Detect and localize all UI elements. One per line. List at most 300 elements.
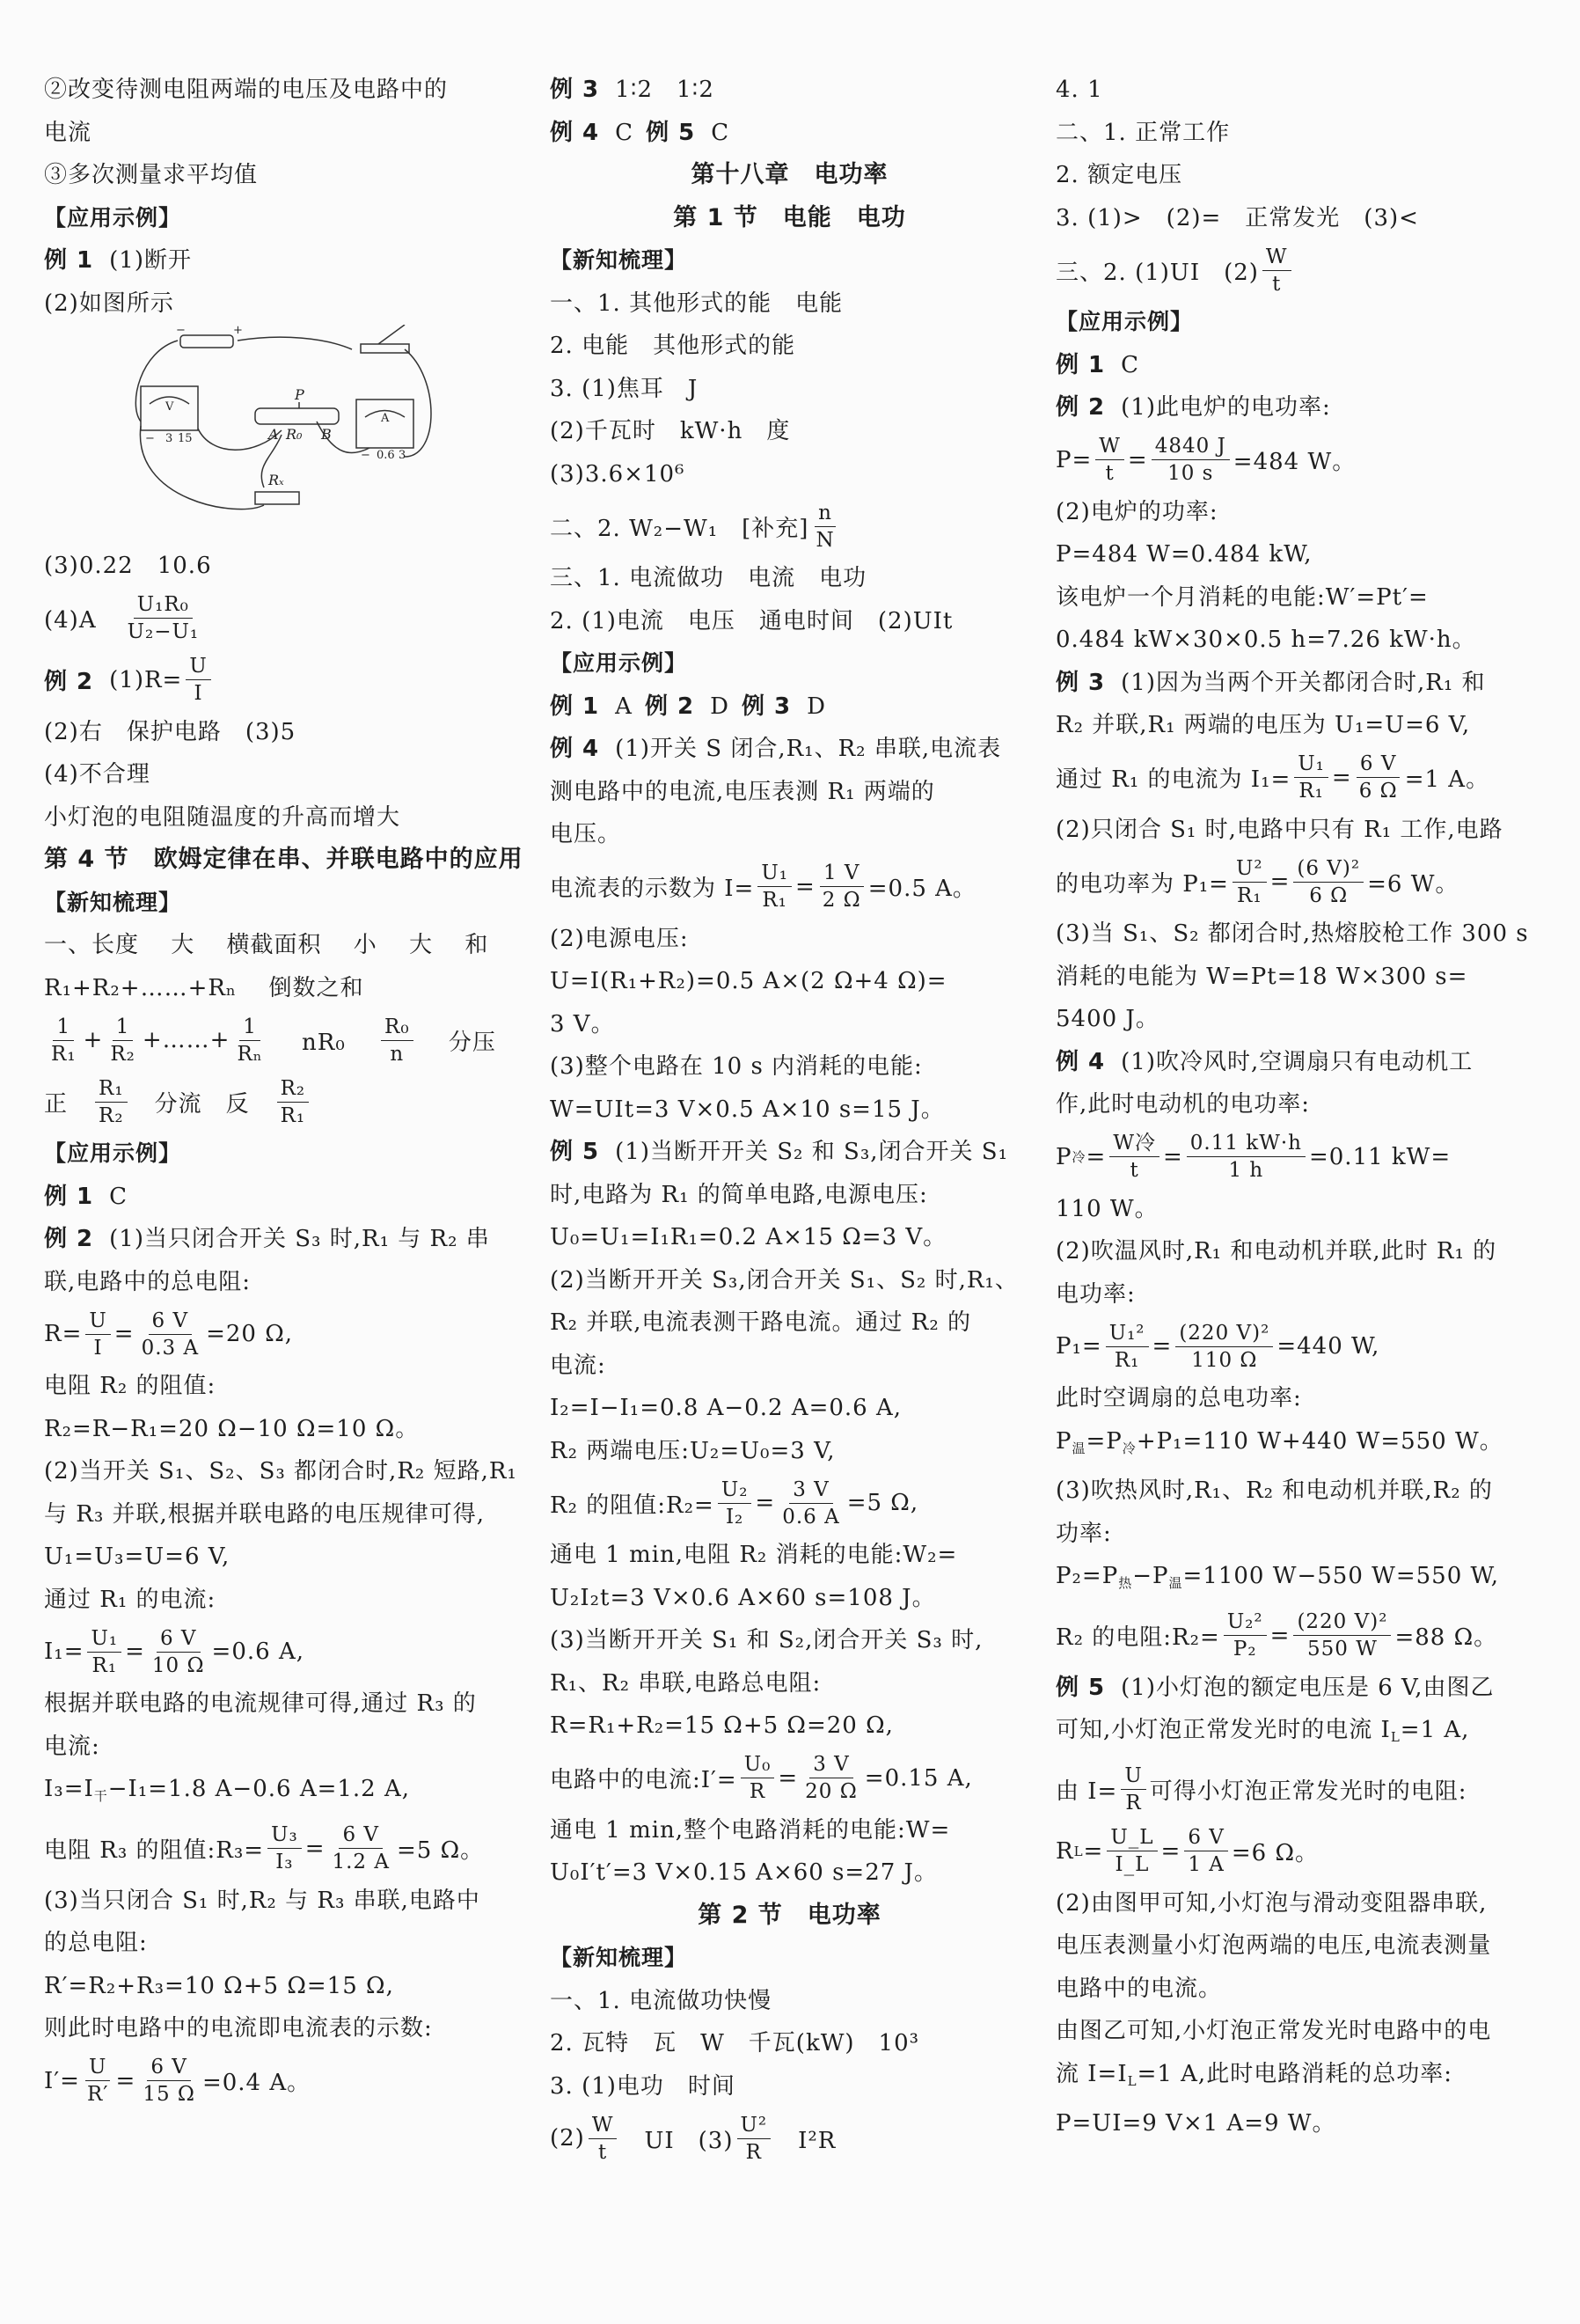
fraction	[95, 1075, 128, 1129]
fraction-denominator: U₂−U₁	[127, 620, 200, 643]
text-run: =1 A。	[1404, 766, 1490, 793]
text-run: (1)断开	[109, 247, 192, 274]
text-run: I′=	[44, 2067, 80, 2094]
text-run: 【应用示例】	[44, 1140, 182, 1166]
example-line	[44, 239, 519, 282]
fraction-denominator: 6 Ω	[1358, 780, 1398, 803]
fraction-numerator: U	[1121, 1763, 1145, 1790]
fraction-numerator: U	[186, 653, 210, 680]
subscript: 温	[1168, 1575, 1183, 1591]
fraction-denominator: 15 Ω	[143, 2083, 195, 2106]
text-line	[44, 1071, 519, 1133]
text-run: (3)当只闭合 S₁ 时,R₂ 与 R₃ 串联,电路中	[44, 1887, 480, 1914]
text-run: ②改变待测电阻两端的电压及电路中的	[44, 77, 449, 103]
fraction-denominator: 550 W	[1307, 1638, 1378, 1661]
text-run: C	[1121, 351, 1140, 378]
column-right	[1056, 69, 1535, 2145]
text-line	[44, 112, 519, 155]
text-line	[550, 1577, 1029, 1620]
text-line	[550, 1216, 1029, 1259]
text-run: R₁、R₂ 串联,电路总电阻:	[550, 1669, 822, 1697]
text-line	[550, 1809, 1029, 1852]
text-line	[1056, 1188, 1535, 1231]
fraction-numerator: (6 V)²	[1293, 855, 1364, 883]
label-v-minus: −	[145, 432, 155, 445]
text-line	[1056, 1821, 1535, 1882]
example-line	[1056, 386, 1535, 429]
text-run: 流 I=I	[1056, 2060, 1128, 2087]
fraction-numerator: U₂	[718, 1477, 752, 1504]
fraction	[381, 1014, 413, 1067]
text-line	[1056, 239, 1535, 301]
text-run: R=R₁+R₂=15 Ω+5 Ω=20 Ω,	[550, 1712, 894, 1739]
column-middle	[550, 69, 1029, 2169]
text-run: U₀I′t′=3 V×0.15 A×60 s=27 J。	[550, 1859, 938, 1886]
rheostat-icon	[255, 408, 339, 424]
label-ammeter: A	[381, 412, 390, 425]
fraction-denominator: 1 A	[1188, 1853, 1225, 1876]
fraction	[84, 2054, 113, 2108]
text-line	[44, 1683, 519, 1726]
text-run: 该电炉一个月消耗的电能:W′=Pt′=	[1056, 583, 1429, 611]
text-run: =	[304, 1835, 326, 1862]
text-run: =5 Ω。	[396, 1837, 485, 1864]
text-line	[44, 1818, 519, 1880]
text-run: (2)电源电压:	[550, 925, 689, 952]
example-label: 例 3	[550, 77, 600, 103]
text-line	[1056, 1126, 1535, 1188]
text-line	[1056, 1513, 1535, 1556]
subscript: 冷	[1072, 1149, 1086, 1165]
text-run: 电压。	[550, 821, 622, 847]
example-label: 例 3	[1056, 669, 1106, 696]
text-line	[44, 1408, 519, 1451]
text-run: C	[109, 1183, 128, 1210]
text-line	[1056, 1420, 1535, 1470]
fraction	[1224, 1609, 1267, 1662]
text-run: 一、长度 大 横截面积 小 大 和	[44, 932, 489, 958]
text-run: =1 A,此时电路消耗的总功率:	[1137, 2060, 1452, 2087]
text-line	[550, 1748, 1029, 1809]
text-run: =0.5 A。	[867, 876, 977, 902]
text-line	[550, 1430, 1029, 1473]
text-run: =	[1127, 446, 1148, 473]
fraction	[1356, 751, 1401, 804]
fraction-denominator: R₂	[99, 1103, 124, 1127]
fraction	[1095, 433, 1124, 487]
text-line	[1056, 533, 1535, 576]
example-line	[1056, 344, 1535, 387]
text-line	[1056, 197, 1535, 240]
fraction-denominator: I	[194, 682, 203, 705]
text-run: R₂=R−R₁=20 Ω−10 Ω=10 Ω。	[44, 1415, 420, 1442]
example-line	[550, 1131, 1029, 1174]
text-run: 3. (1)电功 时间	[550, 2072, 735, 2100]
text-line	[550, 410, 1029, 453]
text-line	[44, 1261, 519, 1304]
fraction	[801, 1751, 861, 1805]
text-line	[44, 588, 519, 649]
text-run: 二、1. 正常工作	[1056, 119, 1231, 146]
fraction	[819, 860, 865, 913]
label-minus: −	[176, 325, 186, 337]
fraction-numerator: U₁	[1294, 751, 1328, 778]
text-line	[44, 1579, 519, 1622]
text-run: 小灯泡的电阻随温度的升高而增大	[44, 803, 401, 831]
fraction-denominator: t	[1272, 272, 1282, 296]
fraction	[1293, 1609, 1391, 1662]
fraction-numerator: R₂	[277, 1075, 310, 1103]
fraction-denominator: P₂	[1233, 1638, 1257, 1661]
text-line	[550, 368, 1029, 411]
text-run: 一、1. 电流做功快慢	[550, 1987, 772, 2014]
text-run: 一、1. 其他形式的能 电能	[550, 290, 844, 317]
text-line	[1056, 747, 1535, 809]
text-line	[1056, 1273, 1535, 1316]
label-p: P	[295, 386, 304, 403]
subsection-tag	[550, 642, 1029, 685]
text-run: 2. 额定电压	[1056, 162, 1183, 188]
text-run: 【新知梳理】	[550, 247, 688, 273]
text-line	[44, 1768, 519, 1818]
text-line	[1056, 1759, 1535, 1821]
fraction-numerator: R₀	[381, 1014, 413, 1041]
text-line	[550, 1003, 1029, 1046]
text-run: R₂ 并联,电流表测干路电流。通过 R₂ 的	[550, 1309, 972, 1336]
text-run: (1)R=	[109, 666, 183, 693]
fraction	[328, 1822, 393, 1875]
section-heading	[550, 197, 1029, 240]
text-run: =	[755, 1490, 776, 1516]
text-run: (3)当断开开关 S₁ 和 S₂,闭合开关 S₃ 时,	[550, 1627, 984, 1653]
text-run: 三、1. 电流做功 电流 电功	[550, 565, 867, 591]
circuit-diagram	[44, 325, 519, 545]
label-a: A	[268, 426, 279, 443]
text-line	[1056, 2010, 1535, 2053]
text-run: 电流	[44, 119, 92, 146]
text-line	[550, 453, 1029, 496]
text-run: R=	[44, 1321, 83, 1347]
text-line	[44, 1922, 519, 1965]
text-line	[550, 771, 1029, 814]
text-line	[550, 2022, 1029, 2065]
text-run: =	[1160, 1837, 1181, 1865]
text-run: 消耗的电能为 W=Pt=18 W×300 s=	[1056, 963, 1468, 990]
text-line	[550, 1301, 1029, 1345]
text-line	[1056, 1083, 1535, 1126]
text-run: 时,电路为 R₁ 的简单电路,电源电压:	[550, 1181, 928, 1208]
text-run: (3)吹热风时,R₁、R₂ 和电动机并联,R₂ 的	[1056, 1477, 1493, 1504]
fraction-numerator: 3 V	[789, 1477, 833, 1504]
text-run: (3)3.6×10⁶	[550, 460, 685, 488]
fraction-numerator: W	[1262, 244, 1291, 271]
example-label: 例 4	[550, 736, 600, 762]
fraction-denominator: 10 Ω	[151, 1653, 205, 1677]
circuit-diagram-drawing	[123, 325, 440, 545]
fraction	[718, 1477, 752, 1530]
text-line	[1056, 619, 1535, 662]
text-run: R₂ 并联,R₁ 两端的电压为 U₁=U=6 V,	[1056, 712, 1471, 738]
text-run: (2)吹温风时,R₁ 和电动机并联,此时 R₁ 的	[1056, 1238, 1497, 1265]
text-run: =	[1083, 1837, 1104, 1865]
label-plus: +	[233, 325, 243, 337]
subsection-tag	[44, 882, 519, 925]
fraction-numerator: W冷	[1109, 1130, 1159, 1157]
text-line	[44, 1536, 519, 1579]
text-run: 二、2. W₂−W₁ [补充]	[550, 515, 809, 542]
text-run: (2)电炉的功率:	[1056, 498, 1218, 525]
fraction	[741, 1751, 775, 1805]
fraction-numerator: U	[85, 1308, 110, 1335]
text-run: =	[1269, 1622, 1291, 1649]
text-line	[550, 495, 1029, 557]
text-run: 110 W。	[1056, 1195, 1159, 1222]
text-run: 三、2. (1)UI (2)	[1056, 259, 1259, 286]
fraction-denominator: 1 h	[1228, 1159, 1264, 1182]
text-run: 电流:	[44, 1733, 100, 1760]
fraction-numerator: U	[85, 2054, 110, 2081]
fraction-numerator: 6 V	[149, 1308, 193, 1335]
text-run: =	[794, 873, 816, 900]
text-run: I₂=I−I₁=0.8 A−0.2 A=0.6 A,	[550, 1395, 903, 1421]
text-line	[44, 924, 519, 967]
text-line	[1056, 913, 1535, 956]
example-label: 例 4	[550, 119, 600, 146]
text-line	[44, 796, 519, 839]
text-run: =P	[1086, 1427, 1123, 1455]
fraction	[757, 860, 792, 913]
fraction-denominator: t	[598, 2140, 608, 2164]
text-run: 0.484 kW×30×0.5 h=7.26 kW·h。	[1056, 627, 1476, 653]
text-line	[1056, 1230, 1535, 1273]
fraction-denominator: I₂	[725, 1505, 744, 1529]
text-line	[1056, 1555, 1535, 1605]
text-line	[44, 1493, 519, 1536]
fraction	[85, 1308, 110, 1361]
fraction	[149, 1625, 208, 1679]
text-run: 3. (1)焦耳 J	[550, 375, 699, 402]
fraction	[277, 1075, 310, 1129]
fraction-numerator: 3 V	[809, 1751, 853, 1778]
fraction-denominator: 20 Ω	[805, 1780, 858, 1803]
fraction-numerator: U₁	[757, 860, 792, 887]
text-line	[550, 1259, 1029, 1302]
text-run: 1∶2 1∶2	[615, 77, 714, 103]
example-label: 例 2	[1056, 394, 1106, 421]
label-rx: Rₓ	[268, 472, 284, 488]
text-run: 【应用示例】	[550, 650, 688, 676]
text-run: 【应用示例】	[44, 204, 182, 231]
text-run: I₃=I	[44, 1776, 94, 1802]
text-run: (1)开关 S 闭合,R₁、R₂ 串联,电流表	[615, 736, 1002, 762]
fraction-numerator: 1	[239, 1014, 260, 1041]
text-run: =	[1086, 1143, 1107, 1170]
text-run: 【新知梳理】	[44, 889, 182, 915]
fraction-numerator: U²	[1233, 855, 1267, 883]
text-line	[550, 2065, 1029, 2108]
text-run: P=UI=9 V×1 A=9 W。	[1056, 2110, 1336, 2137]
fraction-numerator: W	[589, 2112, 618, 2139]
text-line	[550, 2108, 1029, 2169]
text-run: 电路中的电流:I′=	[550, 1767, 737, 1793]
text-line	[550, 1619, 1029, 1662]
text-run: 电阻 R₃ 的阻值:R₃=	[44, 1837, 265, 1864]
fraction	[779, 1477, 844, 1530]
subsection-tag	[550, 1937, 1029, 1980]
text-run: R₂ 的阻值:R₂=	[550, 1492, 714, 1519]
text-run: =0.6 A,	[211, 1639, 304, 1665]
fraction-numerator: n	[815, 500, 836, 527]
text-run: 可得小灯泡正常发光时的电阻:	[1149, 1778, 1467, 1805]
text-line	[550, 1045, 1029, 1089]
subsection-tag	[44, 197, 519, 240]
fraction-numerator: (220 V)²	[1293, 1609, 1391, 1636]
fraction	[1106, 1320, 1149, 1374]
text-run: 电阻 R₂ 的阻值:	[44, 1373, 216, 1399]
text-line	[44, 1965, 519, 2008]
text-run: R	[1056, 1837, 1074, 1865]
label-a-3: 3	[399, 449, 406, 462]
text-run: 此时空调扇的总电功率:	[1056, 1385, 1302, 1411]
text-run: 3 V。	[550, 1010, 615, 1037]
label-b: B	[321, 426, 332, 443]
text-line	[44, 2007, 519, 2050]
fraction-numerator: 1 V	[820, 860, 864, 887]
text-run: 电流表的示数为 I=	[550, 876, 755, 902]
text-line	[44, 154, 519, 197]
example-label: 例 1	[44, 247, 94, 274]
fraction-denominator: 1.2 A	[332, 1851, 390, 1873]
section-heading	[550, 154, 1029, 197]
text-run: (1)因为当两个开关都闭合时,R₁ 和	[1121, 669, 1486, 696]
text-run: I²R	[774, 2127, 837, 2154]
fraction-denominator: I₃	[275, 1851, 294, 1873]
text-run: 可知,小灯泡正常发光时的电流 I	[1056, 1717, 1391, 1743]
subsection-tag	[550, 239, 1029, 282]
text-run: (1)小灯泡的额定电压是 6 V,由图乙	[1121, 1674, 1495, 1701]
label-v-3: 3	[165, 432, 173, 445]
text-run: (2)当断开开关 S₃,闭合开关 S₁、S₂ 时,R₁、	[550, 1266, 1019, 1294]
example-line	[550, 728, 1029, 771]
fraction	[1294, 751, 1328, 804]
fraction-numerator: U²	[737, 2112, 772, 2139]
label-a-06: 0.6	[377, 449, 395, 462]
text-line	[44, 545, 519, 588]
text-run: P₁=	[1056, 1333, 1102, 1360]
text-line	[1056, 1968, 1535, 2011]
fraction	[1187, 1130, 1306, 1184]
text-run: C	[711, 119, 730, 146]
text-run: P=	[1056, 446, 1093, 473]
fraction-denominator: t	[1105, 462, 1115, 485]
text-line	[44, 1303, 519, 1365]
text-run: =	[1152, 1333, 1173, 1360]
text-run: W=UIt=3 V×0.5 A×10 s=15 J。	[550, 1096, 945, 1123]
text-run: 联,电路中的总电阻:	[44, 1268, 252, 1295]
text-run: R′=R₂+R₃=10 Ω+5 Ω=15 Ω,	[44, 1972, 394, 1999]
text-line	[1056, 154, 1535, 197]
text-run: =88 Ω。	[1394, 1624, 1498, 1651]
example-label: 例 5	[646, 119, 696, 146]
fraction-denominator: R₁	[762, 889, 787, 912]
text-line	[550, 1174, 1029, 1217]
text-line	[1056, 491, 1535, 534]
text-line	[1056, 429, 1535, 491]
text-run: 电功率:	[1056, 1280, 1136, 1308]
text-line	[44, 2050, 519, 2112]
label-a-minus: −	[361, 449, 370, 462]
text-run: 通电 1 min,电阻 R₂ 消耗的电能:W₂=	[550, 1542, 958, 1568]
example-line	[550, 69, 1029, 112]
text-run: =0.15 A,	[864, 1764, 973, 1792]
fraction-denominator: R₁	[1237, 883, 1262, 907]
fraction-numerator: 1	[113, 1014, 134, 1041]
text-line	[44, 1450, 519, 1493]
subscript: 干	[93, 1788, 108, 1804]
text-run: 分流 反	[130, 1090, 274, 1118]
fraction	[48, 1014, 80, 1067]
fraction	[106, 1014, 139, 1067]
text-run: (2)由图甲可知,小灯泡与滑动变阻器串联,	[1056, 1889, 1488, 1917]
fraction-denominator: N	[816, 528, 835, 552]
subsection-tag	[44, 1133, 519, 1176]
fraction	[812, 500, 838, 554]
text-run: 通过 R₁ 的电流:	[44, 1586, 216, 1613]
fraction	[87, 1625, 121, 1679]
fraction-denominator: R₁	[1298, 780, 1324, 803]
text-line	[1056, 1470, 1535, 1513]
text-run: 4. 1	[1056, 77, 1103, 103]
text-line	[550, 600, 1029, 643]
text-run: +P₁=110 W+440 W=550 W。	[1136, 1427, 1503, 1455]
text-run: (4)不合理	[44, 761, 150, 788]
text-line	[44, 1726, 519, 1769]
text-line	[1056, 809, 1535, 852]
fraction	[1175, 1320, 1273, 1374]
example-line	[44, 1176, 519, 1219]
text-run: 测电路中的电流,电压表测 R₁ 两端的	[550, 778, 935, 805]
example-line	[44, 1218, 519, 1261]
example-line	[550, 112, 1029, 155]
example-line	[1056, 1041, 1535, 1084]
text-run: U=I(R₁+R₂)=0.5 A×(2 Ω+4 Ω)=	[550, 968, 947, 994]
fraction-denominator: Rₙ	[237, 1042, 263, 1066]
fraction-numerator: 6 V	[157, 1625, 201, 1653]
fraction-denominator: R′	[86, 2083, 109, 2106]
fraction	[1233, 855, 1267, 909]
subscript: L	[1127, 2072, 1137, 2089]
text-line	[1056, 956, 1535, 999]
text-run: −I₁=1.8 A−0.6 A=1.2 A,	[107, 1776, 411, 1802]
text-run: 作,此时电动机的电功率:	[1056, 1091, 1311, 1118]
text-run: U₁=U₃=U=6 V,	[44, 1543, 230, 1570]
fraction-numerator: U₃	[267, 1822, 302, 1849]
text-line	[550, 557, 1029, 600]
text-line	[1056, 998, 1535, 1041]
text-line	[44, 1009, 519, 1071]
text-run: =	[125, 1639, 145, 1665]
fraction-numerator: R₁	[95, 1075, 128, 1103]
text-run: 通过 R₁ 的电流为 I₁=	[1056, 766, 1291, 793]
text-run: (2)千瓦时 kW·h 度	[550, 418, 791, 444]
text-line	[44, 282, 519, 326]
subscript: 热	[1118, 1575, 1133, 1591]
text-line	[1056, 704, 1535, 747]
text-run: 【新知梳理】	[550, 1945, 688, 1970]
text-line	[1056, 2102, 1535, 2145]
fraction	[1109, 1130, 1159, 1184]
fraction-numerator: 6 V	[1184, 1824, 1228, 1851]
